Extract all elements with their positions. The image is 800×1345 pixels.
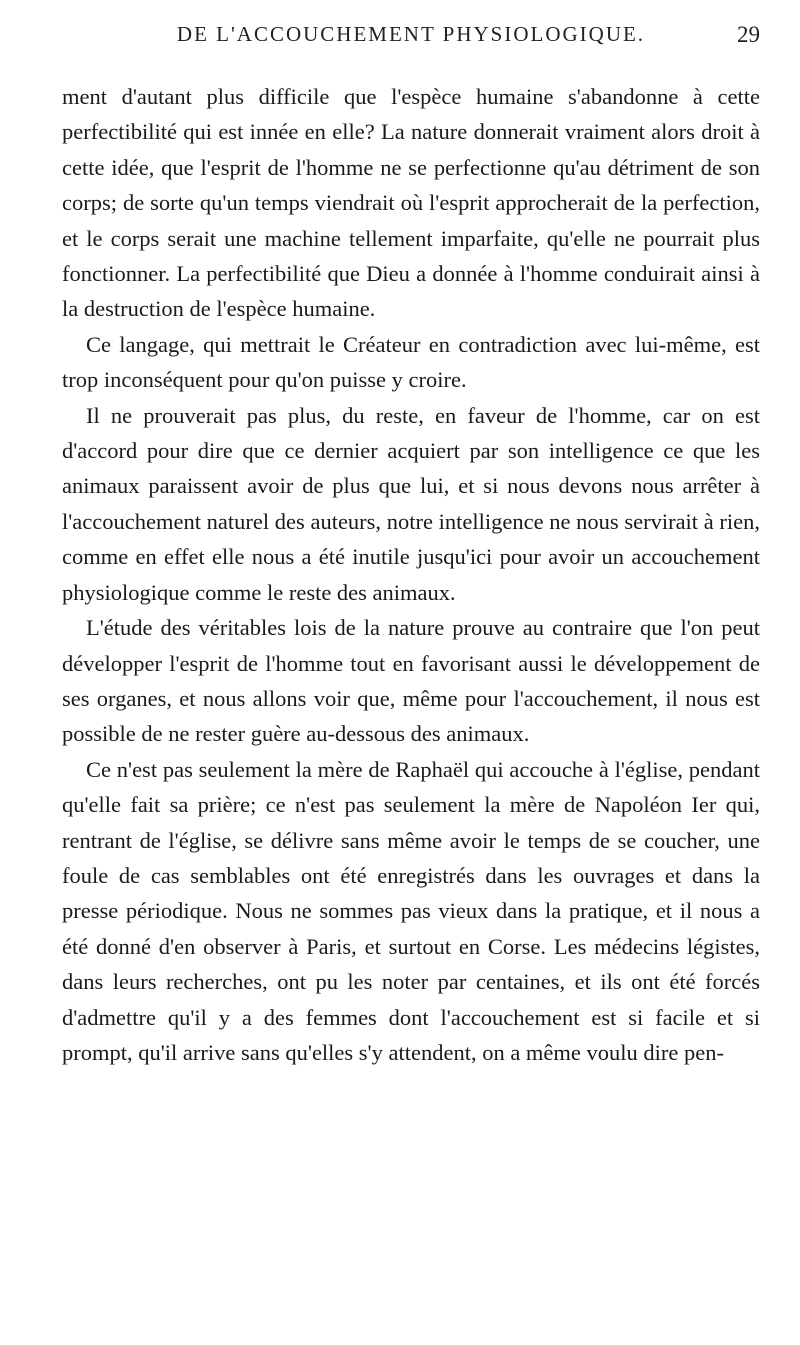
- paragraph: ment d'autant plus difficile que l'espèce humaine s'abandonne à cette perfectibilité qui est innée en elle? La nature donnerait vraiment alors droit à cette idée, que l'esprit de l'homme ne se perfectionne qu'au détriment de son corps; de sorte qu'un temps viendrait où l'esprit approcherait de la perfection, et le corps serait une machine tellement imparfaite, qu'elle ne pourrait plus fonctionner. La perfectibilité que Dieu a donnée à l'homme conduirait ainsi à la destruction de l'espèce humaine.: [62, 84, 760, 322]
- paragraph: Ce langage, qui mettrait le Créateur en contradiction avec lui-même, est trop inconséquent pour qu'on puisse y croire.: [62, 331, 760, 393]
- running-head: DE L'ACCOUCHEMENT PHYSIOLOGIQUE.: [176, 22, 646, 46]
- page-header: [62, 22, 760, 58]
- body-text: [62, 79, 760, 1070]
- paragraph: L'étude des véritables lois de la nature prouve au contraire que l'on peut développer l'esprit de l'homme tout en favorisant aussi le développement de ses organes, et nous allons voir que, même pour l'accouchement, il nous est possible de ne rester guère au-dessous des animaux.: [62, 615, 760, 747]
- paragraph: Ce n'est pas seulement la mère de Raphaël qui accouche à l'église, pendant qu'elle fait sa prière; ce n'est pas seulement la mère de Napoléon Ier qui, rentrant de l'église, se délivre sans même avoir le temps de se coucher, une foule de cas semblables ont été enregistrés dans les ouvrages et dans la presse périodique. Nous ne sommes pas vieux dans la pratique, et il nous a été donné d'en observer à Paris, et surtout en Corse. Les médecins légistes, dans leurs recherches, ont pu les noter par centaines, et ils ont été forcés d'admettre qu'il y a des femmes dont l'accouchement est si facile et si prompt, qu'il arrive sans qu'elles s'y attendent, on a même voulu dire pen-: [62, 756, 760, 1065]
- paragraph: Il ne prouverait pas plus, du reste, en faveur de l'homme, car on est d'accord pour dire que ce dernier acquiert par son intelligence ce que les animaux paraissent avoir de plus que lui, et si nous devons nous arrêter à l'accouchement naturel des auteurs, notre intelligence ne nous servirait à rien, comme en effet elle nous a été inutile jusqu'ici pour avoir un accouchement physiologique comme le reste des animaux.: [62, 402, 760, 605]
- page-number: 29: [737, 22, 760, 47]
